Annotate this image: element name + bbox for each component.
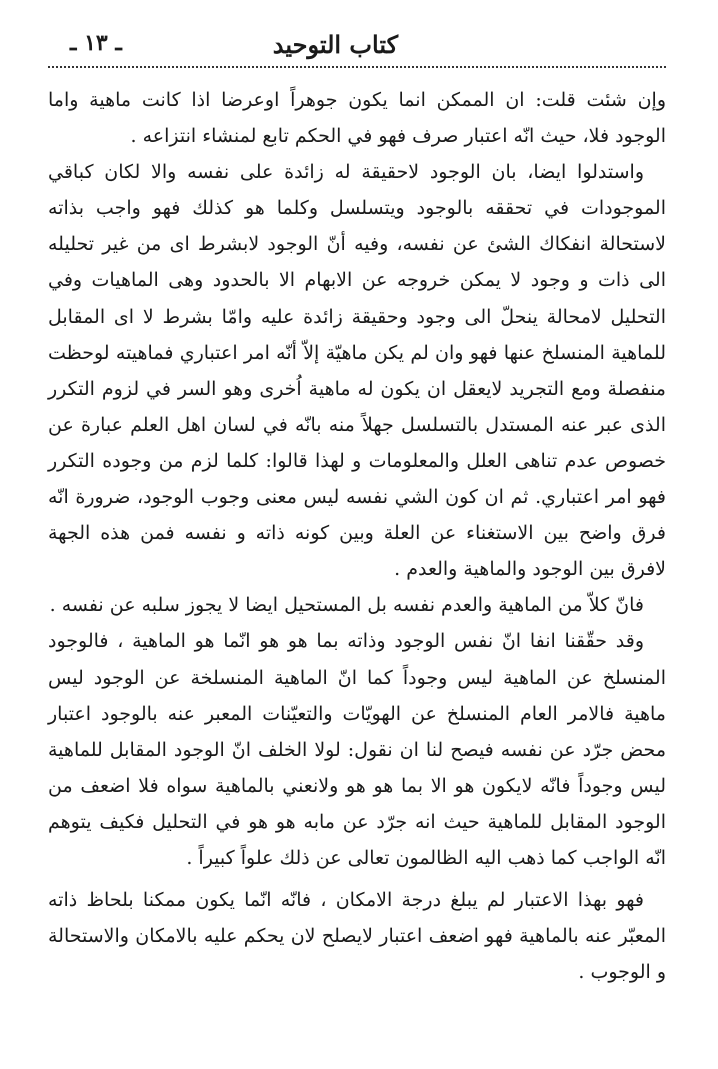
body-text [48,82,666,990]
page-header [48,22,666,62]
page-number: ـ ١٣ ـ [70,30,122,56]
paragraph: فانّ كلاّ من الماهية والعدم نفسه بل المستحيل ايضا لا يجوز سلبه عن نفسه . [49,594,644,617]
running-title: كتاب التوحيد [272,30,398,59]
paragraph: وإن شئت قلت: ان الممكن انما يكون جوهراً اوعرضا اذا كانت ماهية واما الوجود فلا، حيث انّه اعتبار صرف فهو في الحكم تابع لمنشاء انتزاعه . [48,89,666,148]
header-divider [48,66,666,68]
paragraph: فهو بهذا الاعتبار لم يبلغ درجة الامكان ، فانّه انّما يكون ممكنا بلحاظ ذاته المعبّر عنه بالماهية فهو اضعف اعتبار لايصلح لان يحكم عليه بالامكان والاستحالة و الوجوب . [48,889,666,984]
paragraph: وقد حقّقنا انفا انّ نفس الوجود وذاته بما هو هو انّما هو الماهية ، فالوجود المنسلخ عن الماهية ليس وجوداً كما انّ الماهية المنسلخة عن الوجود ليس ماهية فالامر العام المنسلخ عن الهويّات والتعيّنات المعبر عنه بالوجود اعتبار محض جرّد عن نفسه فيصح لنا ان نقول: لولا الخلف انّ الوجود المقابل للماهية ليس وجوداً فانّه لايكون هو الا بما هو هو ولانعني بالماهية سواه فلا اضعف من الوجود المقابل للماهية حيث انه جرّد عن مابه هو هو في التحليل فكيف يتوهم انّه الواجب كما ذهب اليه الظالمون تعالى عن ذلك علواً كبيراً . [48,630,666,869]
paragraph: واستدلوا ايضا، بان الوجود لاحقيقة له زائدة على نفسه والا لكان كباقي الموجودات في تحققه بالوجود ويتسلسل وكلما هو كذلك فهو واجب بذاته لاستحالة انفكاك الشئ عن نفسه، وفيه أنّ الوجود لابشرط اى من غير تحليله الى ذات و وجود لا يمكن خروجه عن الابهام الا بالحدود وهى الماهيات وفي التحليل لامحالة ينحلّ الى وجود وحقيقة زائدة عليه وامّا بشرط لا اى المقابل للماهية المنسلخ عنها فهو وان لم يكن ماهيّة إلاّ أنّه امر اعتباري فماهيته لوحظت منفصلة ومع التجريد لايعقل ان يكون له ماهية اُخرى وهو السر في لزوم التكرر الذى عبر عنه المستدل بالتسلسل جهلاً منه بانّه في لسان اهل العلم عبارة عن خصوص عدم تناهى العلل والمعلومات و لهذا قالوا: كلما لزم من وجوده التكرر فهو امر اعتباري. ثم ان كون الشي نفسه ليس معنى وجوب الوجود، ضرورة انّه فرق واضح بين الاستغناء عن العلة وبين كونه ذاته و نفسه فمن هذه الجهة لافرق بين الوجود والماهية والعدم . [48,161,666,581]
